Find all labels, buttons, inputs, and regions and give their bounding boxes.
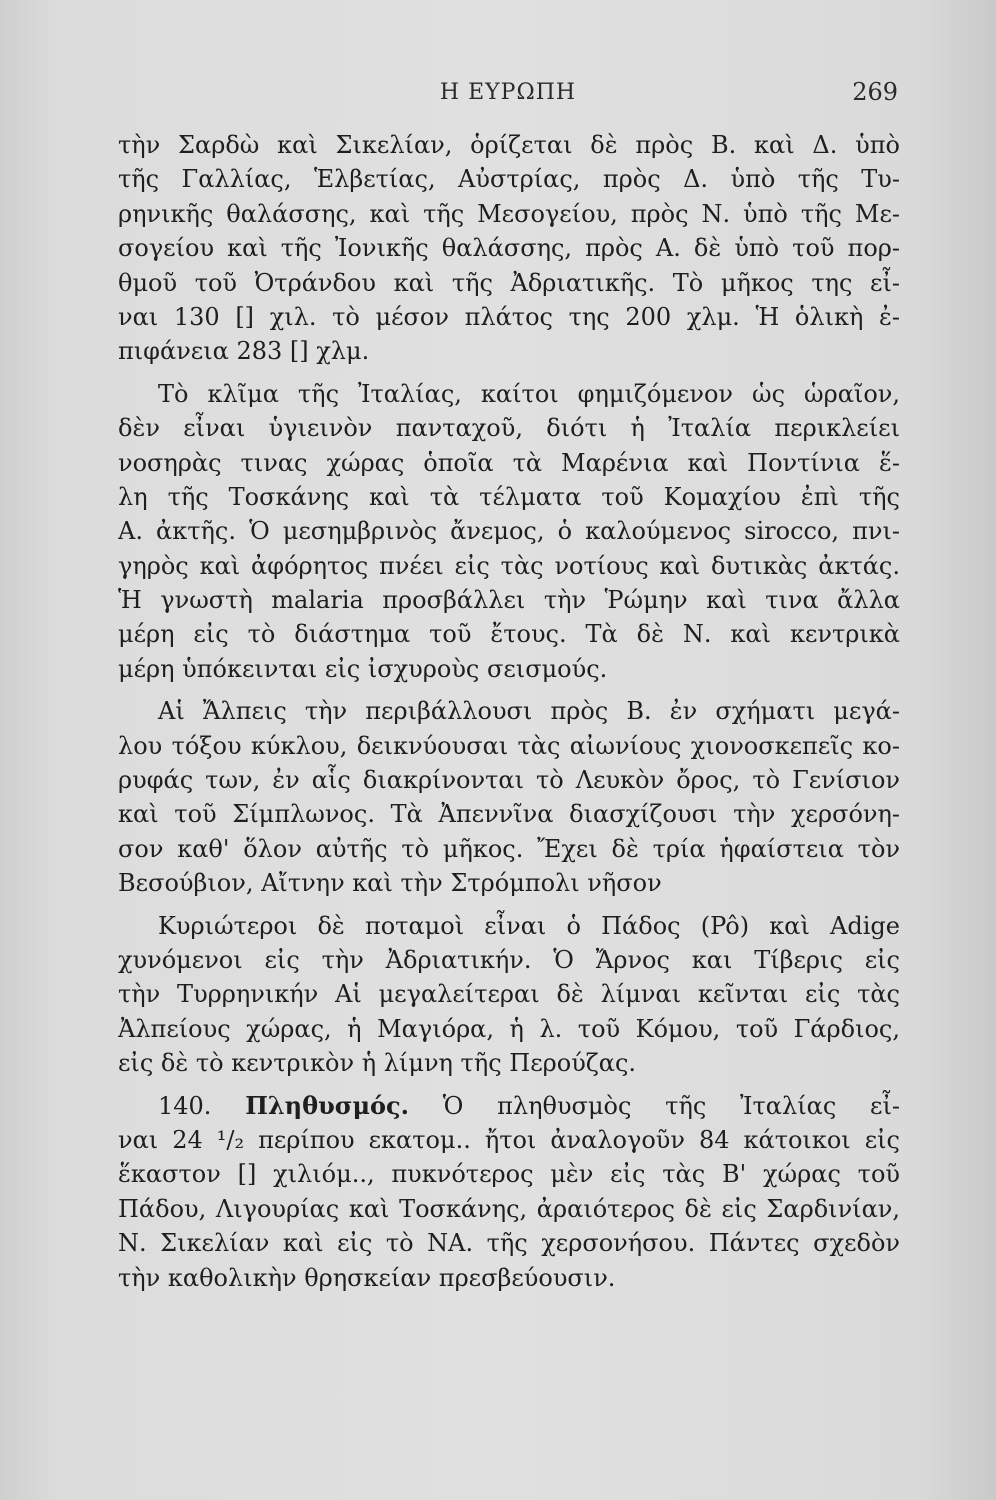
paragraph-rivers	[118, 909, 900, 1081]
section-population	[118, 1089, 900, 1295]
text-line: εἰς δὲ τὸ κεντρικὸν ἡ λίμνη τῆς Περούζας.	[118, 1049, 637, 1078]
text-line: λη τῆς Τοσκάνης καὶ τὰ τέλματα τοῦ Κομαχίου ἐπὶ τῆς	[118, 482, 900, 511]
text-line: πιφάνεια 283 [] χλμ.	[118, 337, 370, 366]
text-line: σογείου καὶ τῆς Ἰονικῆς θαλάσσης, πρὸς Α. δὲ ὑπὸ τοῦ πορ-	[118, 234, 900, 263]
text-line: καὶ τοῦ Σίμπλωνος. Τὰ Ἀπεννῖνα διασχίζουσι τὴν χερσόνη-	[118, 800, 900, 829]
text-line: τὴν Σαρδὼ καὶ Σικελίαν, ὁρίζεται δὲ πρὸς Β. καὶ Δ. ὑπὸ	[118, 131, 900, 159]
body-text	[118, 128, 900, 1295]
text-line: Κυριώτεροι δὲ ποταμοὶ εἶναι ὁ Πάδος (Pô) καὶ Adige	[158, 911, 900, 940]
section-heading-line	[118, 1089, 900, 1123]
text-line: χυνόμενοι εἰς τὴν Ἀδριατικήν. Ὁ Ἄρνος και Τίβερις εἰς	[118, 945, 900, 974]
text-line: θμοῦ τοῦ Ὀτράνδου καὶ τῆς Ἀδριατικῆς. Τὸ μῆκος της εἶ-	[118, 268, 900, 297]
page-header	[118, 74, 898, 114]
text-line: τὴν καθολικὴν θρησκείαν πρεσβεύουσιν.	[118, 1263, 616, 1292]
text-line: ναι 24 ¹/₂ περίπου εκατομ.. ἤτοι ἀναλογοῦν 84 κάτοικοι εἰς	[118, 1125, 900, 1154]
section-number: 140.	[158, 1091, 212, 1120]
text-line: νοσηρὰς τινας χώρας ὁποῖα τὰ Μαρένια καὶ Ποντίνια ἕ-	[118, 448, 900, 477]
text-line: Α. ἀκτῆς. Ὁ μεσημβρινὸς ἄνεμος, ὁ καλούμενος sirocco, πνι-	[118, 517, 900, 546]
text-line: Βεσούβιον, Αἴτνην καὶ τὴν Στρόμπολι νῆσον	[118, 869, 662, 898]
section-title: Πληθυσμός.	[245, 1090, 410, 1120]
text-line: Ἀλπείους χώρας, ἡ Μαγιόρα, ἡ λ. τοῦ Κόμου, τοῦ Γάρδιος,	[118, 1014, 900, 1043]
text-line: σον καθ' ὅλον αὐτῆς τὸ μῆκος. Ἔχει δὲ τρία ἡφαίστεια τὸν	[118, 834, 900, 863]
text-line: τὴν Τυρρηνικήν Αἱ μεγαλείτεραι δὲ λίμναι κεῖνται εἰς τὰς	[118, 980, 900, 1009]
page-number: 269	[852, 78, 898, 106]
text-line: μέρη ὑπόκεινται εἰς ἰσχυροὺς σεισμούς.	[118, 654, 608, 683]
text-line: ναι 130 [] χιλ. τὸ μέσον πλάτος της 200 χλμ. Ἡ ὁλικὴ ἐ-	[118, 302, 900, 331]
text-line: ἕκαστον [] χιλιόμ.., πυκνότερος μὲν εἰς τὰς Β' χώρας τοῦ	[118, 1160, 900, 1189]
paragraph-climate	[118, 377, 900, 687]
paragraph-mountains	[118, 694, 900, 900]
text-line: Αἱ Ἄλπεις τὴν περιβάλλουσι πρὸς Β. ἐν σχήματι μεγά-	[158, 697, 900, 726]
text-line: Πάδου, Λιγουρίας καὶ Τοσκάνης, ἀραιότερος δὲ εἰς Σαρδινίαν,	[118, 1194, 900, 1223]
text-line: δὲν εἶναι ὑγιεινὸν πανταχοῦ, διότι ἡ Ἰταλία περικλείει	[118, 414, 900, 443]
running-title: Η ΕΥΡΩΠΗ	[439, 80, 577, 105]
text-line: ρηνικῆς θαλάσσης, καὶ τῆς Μεσογείου, πρὸς Ν. ὑπὸ τῆς Με-	[118, 199, 900, 228]
text-line: Ἡ γνωστὴ malaria προσβάλλει τὴν Ῥώμην καὶ τινα ἄλλα	[118, 586, 900, 615]
text-line: Ν. Σικελίαν καὶ εἰς τὸ ΝΑ. τῆς χερσονήσου. Πάντες σχεδὸν	[118, 1229, 900, 1258]
text-line: ρυφάς των, ἐν αἷς διακρίνονται τὸ Λευκὸν ὄρος, τὸ Γενίσιον	[118, 766, 900, 795]
text-line: γηρὸς καὶ ἀφόρητος πνέει εἰς τὰς νοτίους καὶ δυτικὰς ἀκτάς.	[118, 551, 900, 580]
section-first-line-text: Ὁ πληθυσμὸς τῆς Ἰταλίας εἶ-	[442, 1091, 900, 1120]
text-line: Τὸ κλῖμα τῆς Ἰταλίας, καίτοι φημιζόμενον ὡς ὡραῖον,	[158, 379, 900, 408]
text-line: μέρη εἰς τὸ διάστημα τοῦ ἔτους. Τὰ δὲ Ν. καὶ κεντρικὰ	[118, 620, 900, 649]
text-line: τῆς Γαλλίας, Ἑλβετίας, Αὐστρίας, πρὸς Δ. ὑπὸ τῆς Τυ-	[118, 165, 900, 194]
paragraph-borders	[118, 128, 900, 369]
text-line: λου τόξου κύκλου, δεικνύουσαι τὰς αἰωνίους χιονοσκεπεῖς κο-	[118, 731, 900, 760]
